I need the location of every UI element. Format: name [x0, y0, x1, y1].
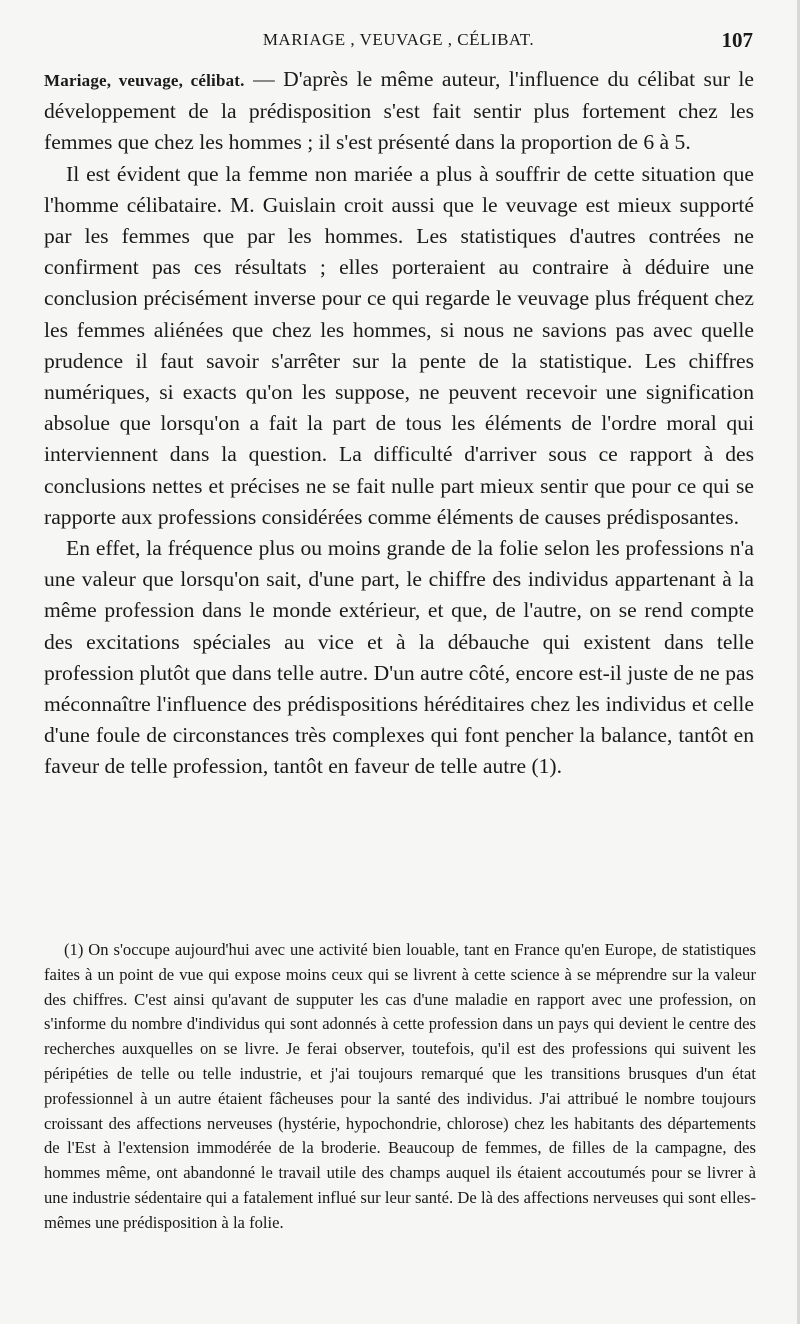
page-number: 107 — [721, 28, 753, 52]
paragraph-1-text: — D'après le même auteur, l'influence du célibat sur le développement de la prédisposition s'est fait sentir plus fortement chez les femmes que chez les hommes ; il s'est présenté dans la proportion de 6 à 5. — [44, 67, 754, 155]
paragraph-3: En effet, la fréquence plus ou moins grande de la folie selon les professions n'a une valeur que lorsqu'on sait, d'une part, le chiffre des individus appartenant à la même profession dans le monde extérieur, et que, de l'autre, on se rend compte des excitations spéciales au vice et à la débauche qui existent dans telle profession plutôt que dans telle autre. D'un autre côté, encore est-il juste de ne pas méconnaître l'influence des prédispositions héréditaires chez les individus et celle d'une foule de circonstances très complexes qui font pencher la balance, tantôt en faveur de telle profession, tantôt en faveur de telle autre (1). — [44, 536, 754, 779]
paragraph-2: Il est évident que la femme non mariée a plus à souffrir de cette situation que l'homme célibataire. M. Guislain croit aussi que le veuvage est mieux supporté par les femmes que par les hommes. Les statistiques d'autres contrées ne confirment pas ces résultats ; elles porteraient au contraire à déduire une conclusion précisément inverse pour ce qui regarde le veuvage plus fréquent chez les femmes aliénées que chez les hommes, si nous ne savions pas avec quelle prudence il faut savoir s'arrêter sur la pente de la statistique. Les chiffres numériques, si exacts qu'on les suppose, ne peuvent recevoir une signification absolue que lorsqu'on a fait la part de tous les éléments de l'ordre moral qui interviennent dans la question. La difficulté d'arriver sous ce rapport à des conclusions nettes et précises ne se fait nulle part mieux sentir que pour ce qui se rapporte aux professions considérées comme éléments de causes prédisposantes. — [44, 161, 754, 529]
page-header — [44, 30, 753, 58]
footnote-1: (1) On s'occupe aujourd'hui avec une activité bien louable, tant en France qu'en Europe, de statistiques faites à un point de vue qui expose moins ceux qui se livrent à cette science à se méprendre sur la valeur des chiffres. C'est ainsi qu'avant de supputer les cas d'une maladie en rapport avec une profession, on s'informe du nombre d'individus qui sont adonnés à cette profession dans un pays qui devient le centre des recherches auxquelles on se livre. Je ferai observer, toutefois, qu'il est des professions qui suivent les péripéties de telle ou telle industrie, et j'ai toujours remarqué que les transitions brusques d'un état professionnel à un autre étaient fâcheuses pour la santé des individus. J'ai attribué le nombre toujours croissant des affections nerveuses (hystérie, hypochondrie, chlorose) chez les habitants des départements de l'Est à l'extension immodérée de la broderie. Beaucoup de femmes, de filles de la campagne, des hommes même, ont abandonné le travail utile des champs auquel ils étaient accoutumés pour se livrer à une industrie sédentaire qui a fatalement influé sur leur santé. De là des affections nerveuses qui sont elles-mêmes une prédisposition à la folie. — [44, 940, 756, 1232]
paragraph-1 — [44, 64, 754, 159]
main-text — [44, 64, 754, 783]
section-heading: Mariage, veuvage, célibat. — [44, 71, 245, 90]
footnote-area — [44, 938, 756, 1236]
running-title: MARIAGE , VEUVAGE , CÉLIBAT. — [262, 30, 535, 49]
